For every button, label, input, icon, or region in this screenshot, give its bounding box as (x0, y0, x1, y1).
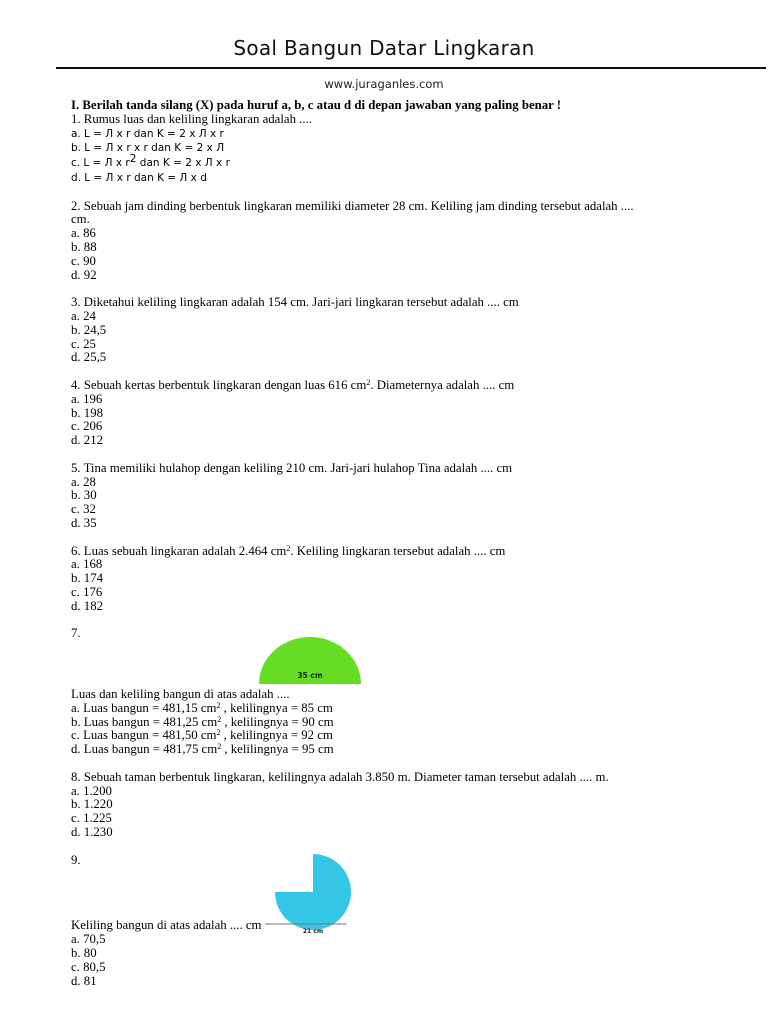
question-7-text: Luas dan keliling bangun di atas adalah .... (71, 687, 290, 702)
q3-option-d[interactable]: d. 25,5 (71, 350, 107, 365)
question-8-text: 8. Sebuah taman berbentuk lingkaran, kelilingnya adalah 3.850 m. Diameter taman tersebut adalah .... m. (71, 769, 609, 784)
q5-option-b[interactable]: b. 30 (71, 488, 97, 503)
q5-option-d[interactable]: d. 35 (71, 515, 97, 530)
q6-option-b[interactable]: b. 174 (71, 571, 103, 586)
q3-option-c[interactable]: c. 25 (71, 336, 96, 351)
q7-option-b[interactable]: b. Luas bangun = 481,25 $cm^2$ , kelilingnya = 90 cm (71, 714, 334, 729)
question-3 (71, 296, 751, 365)
q9-option-c[interactable]: c. 80,5 (71, 959, 106, 974)
question-6 (71, 545, 751, 614)
q4-option-d[interactable]: d. 212 (71, 433, 103, 448)
q6-option-c[interactable]: c. 176 (71, 584, 103, 599)
semicircle-diameter-label: 35 cm (297, 671, 323, 681)
question-9-number: 9. (71, 852, 81, 867)
question-2 (71, 200, 751, 283)
q7-option-d[interactable]: d. Luas bangun = 481,75 $cm^2$ , kelilingnya = 95 cm (71, 742, 334, 757)
question-9 (71, 854, 751, 989)
q3-option-a[interactable]: a. 24 (71, 308, 96, 323)
question-2-text: 2. Sebuah jam dinding berbentuk lingkaran memiliki diameter 28 cm. Keliling jam dinding tersebut adalah .... (71, 198, 634, 213)
q8-option-c[interactable]: c. 1.225 (71, 811, 112, 826)
q2-option-c[interactable]: c. 90 (71, 253, 96, 268)
question-7-number: 7. (71, 626, 81, 641)
question-2-text-cont: cm. (71, 212, 90, 227)
instruction: I. Berilah tanda silang (X) pada huruf a, b, c atau d di depan jawaban yang paling benar ! (71, 98, 562, 112)
header-divider (56, 67, 766, 69)
three-quarter-circle-shape (275, 854, 351, 930)
q5-option-c[interactable]: c. 32 (71, 502, 96, 517)
semicircle-figure (255, 637, 365, 685)
question-5 (71, 462, 751, 531)
question-5-text: 5. Tina memiliki hulahop dengan keliling 210 cm. Jari-jari hulahop Tina adalah .... cm (71, 460, 513, 475)
q4-option-b[interactable]: b. 198 (71, 405, 103, 420)
q2-option-b[interactable]: b. 88 (71, 239, 97, 254)
q8-option-a[interactable]: a. 1.200 (71, 783, 112, 798)
website-url: www.juraganles.com (324, 77, 444, 91)
q1-option-a[interactable]: a. L = Л x r dan K = 2 x Л x r (71, 127, 224, 140)
question-7 (71, 627, 751, 757)
page-title: Soal Bangun Datar Lingkaran (233, 36, 535, 60)
q4-option-c[interactable]: c. 206 (71, 419, 103, 434)
question-1 (71, 113, 751, 186)
q2-option-d[interactable]: d. 92 (71, 267, 97, 282)
q8-option-d[interactable]: d. 1.230 (71, 825, 113, 840)
q6-option-a[interactable]: a. 168 (71, 557, 103, 572)
q7-option-a[interactable]: a. Luas bangun = 481,15 $cm^2$ , kelilingnya = 85 cm (71, 700, 333, 715)
worksheet-body (71, 99, 751, 988)
q7-figure (71, 641, 751, 688)
q4-option-a[interactable]: a. 196 (71, 391, 103, 406)
q9-option-d[interactable]: d. 81 (71, 973, 97, 988)
q1-option-c[interactable]: c. L = Л x $r^2$ dan K = 2 x Л x r (71, 153, 230, 170)
q5-option-a[interactable]: a. 28 (71, 474, 96, 489)
question-1-text: 1. Rumus luas dan keliling lingkaran adalah .... (71, 111, 312, 126)
three-quarter-circle-figure (257, 851, 357, 937)
question-6-text: 6. Luas sebuah lingkaran adalah 2.464 $cm^2$. Keliling lingkaran tersebut adalah .... cm (71, 543, 506, 558)
q2-option-a[interactable]: a. 86 (71, 226, 96, 241)
q9-option-b[interactable]: b. 80 (71, 946, 97, 961)
q7-option-c[interactable]: c. Luas bangun = 481,50 $cm^2$ , kelilingnya = 92 cm (71, 728, 333, 743)
question-8 (71, 771, 751, 840)
figure-length-label: 21 cm (302, 928, 324, 936)
q8-option-b[interactable]: b. 1.220 (71, 797, 113, 812)
q9-option-a[interactable]: a. 70,5 (71, 932, 106, 947)
question-9-text: Keliling bangun di atas adalah .... cm (71, 918, 262, 933)
q1-option-d[interactable]: d. L = Л x r dan K = Л x d (71, 171, 207, 184)
q6-option-d[interactable]: d. 182 (71, 598, 103, 613)
question-4-text: 4. Sebuah kertas berbentuk lingkaran dengan luas 616 $cm^2$. Diameternya adalah .... cm (71, 377, 515, 392)
q1-option-b[interactable]: b. L = Л x r x r dan K = 2 x Л (71, 142, 225, 155)
question-4 (71, 379, 751, 448)
question-3-text: 3. Diketahui keliling lingkaran adalah 154 cm. Jari-jari lingkaran tersebut adalah .... cm (71, 295, 519, 310)
q3-option-b[interactable]: b. 24,5 (71, 322, 107, 337)
